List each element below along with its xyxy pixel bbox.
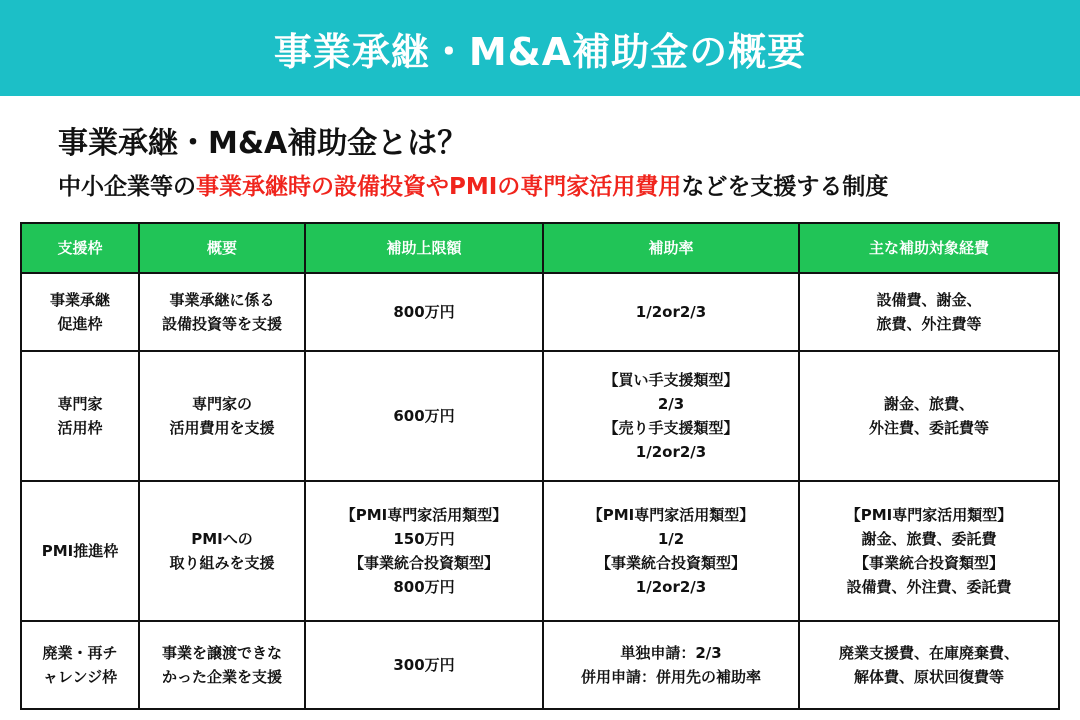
cell-limit [305, 481, 543, 621]
cell-line: 800万円 [393, 578, 455, 596]
cell-line: 促進枠 [57, 315, 103, 333]
cell-line: 【買い手支援類型】 [603, 371, 739, 389]
table-row [21, 351, 1059, 481]
cell-frame [21, 351, 139, 481]
cell-line: 【PMI専門家活用類型】 [845, 506, 1013, 524]
cell-line: 廃業・再チ [42, 644, 118, 662]
header-rate: 補助率 [543, 223, 799, 273]
cell-expenses [799, 621, 1059, 709]
cell-line: 2/3 [657, 395, 685, 413]
cell-line: 【事業統合投資類型】 [853, 554, 1004, 572]
cell-line: 設備投資等を支援 [161, 315, 282, 333]
cell-line: 活用枠 [57, 419, 103, 437]
table-header-row [21, 223, 1059, 273]
header-summary: 概要 [139, 223, 305, 273]
cell-frame [21, 273, 139, 351]
cell-line: 1/2 [657, 530, 685, 548]
cell-line: ャレンジ枠 [42, 668, 118, 686]
cell-frame [21, 481, 139, 621]
lead-text [58, 168, 888, 201]
cell-line: 事業承継 [49, 291, 110, 309]
table-row [21, 621, 1059, 709]
cell-line: 【PMI専門家活用類型】 [587, 506, 755, 524]
cell-line: 設備費、外注費、委託費 [846, 578, 1012, 596]
cell-summary [139, 621, 305, 709]
cell-line: 【PMI専門家活用類型】 [340, 506, 508, 524]
cell-expenses [799, 273, 1059, 351]
cell-line: 謝金、旅費、 [883, 395, 974, 413]
cell-line: 事業承継に係る [169, 291, 275, 309]
cell-line: 外注費、委託費等 [868, 419, 989, 437]
cell-line: PMIへの [191, 530, 253, 548]
cell-expenses [799, 481, 1059, 621]
cell-line: 活用費用を支援 [169, 419, 275, 437]
cell-line: 併用申請：併用先の補助率 [580, 668, 761, 686]
cell-frame [21, 621, 139, 709]
cell-line: 1/2or2/3 [635, 303, 707, 321]
header-limit: 補助上限額 [305, 223, 543, 273]
cell-line: 単独申請：2/3 [620, 644, 722, 662]
cell-line: 解体費、原状回復費等 [853, 668, 1004, 686]
cell-line: 300万円 [393, 656, 455, 674]
cell-line: 旅費、外注費等 [876, 315, 982, 333]
lead-prefix: 中小企業等の [58, 174, 196, 200]
cell-line: 1/2or2/3 [635, 443, 707, 461]
cell-line: 設備費、謝金、 [876, 291, 982, 309]
title-banner [0, 0, 1080, 96]
header-expenses: 主な補助対象経費 [799, 223, 1059, 273]
cell-line: 800万円 [393, 303, 455, 321]
cell-line: 【売り手支援類型】 [603, 419, 739, 437]
cell-rate [543, 351, 799, 481]
cell-line: 取り組みを支援 [169, 554, 275, 572]
cell-limit [305, 273, 543, 351]
cell-line: かった企業を支援 [161, 668, 282, 686]
cell-line: 専門家 [57, 395, 103, 413]
cell-limit [305, 351, 543, 481]
cell-line: PMI推進枠 [41, 542, 119, 560]
cell-line: 廃業支援費、在庫廃棄費、 [838, 644, 1019, 662]
cell-summary [139, 273, 305, 351]
cell-line: 600万円 [393, 407, 455, 425]
page-title: 事業承継・M&A補助金の概要 [273, 29, 807, 74]
table-row [21, 273, 1059, 351]
cell-line: 専門家の [191, 395, 252, 413]
cell-rate [543, 621, 799, 709]
cell-summary [139, 351, 305, 481]
table-row [21, 481, 1059, 621]
lead-suffix: などを支援する制度 [681, 174, 889, 200]
cell-line: 【事業統合投資類型】 [595, 554, 746, 572]
lead-highlight: 事業承継時の設備投資やPMIの専門家活用費用 [196, 174, 682, 200]
header-frame: 支援枠 [21, 223, 139, 273]
cell-summary [139, 481, 305, 621]
cell-expenses [799, 351, 1059, 481]
cell-line: 【事業統合投資類型】 [348, 554, 499, 572]
cell-rate [543, 481, 799, 621]
cell-line: 事業を譲渡できな [161, 644, 282, 662]
cell-line: 謝金、旅費、委託費 [861, 530, 997, 548]
cell-rate [543, 273, 799, 351]
cell-line: 1/2or2/3 [635, 578, 707, 596]
cell-limit [305, 621, 543, 709]
cell-line: 150万円 [393, 530, 455, 548]
section-heading: 事業承継・M&A補助金とは？ [58, 126, 468, 161]
support-frame-table [20, 222, 1060, 710]
